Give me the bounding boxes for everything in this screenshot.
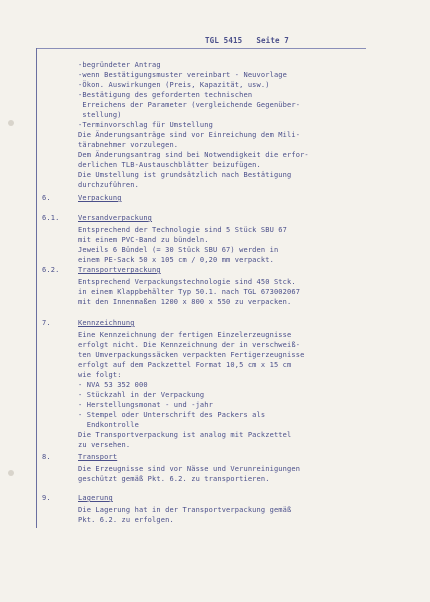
- section-number: 6.2.: [42, 266, 60, 274]
- section-line: in einem Klappbehälter Typ 50.1. nach TGL 673002067: [78, 288, 301, 296]
- section-title: Versandverpackung: [78, 214, 153, 222]
- section-number: 7.: [42, 319, 51, 327]
- intro-line: Dem Änderungsantrag sind bei Notwendigkeit die erfor-: [78, 151, 309, 159]
- punch-hole-icon: [8, 470, 14, 476]
- section-line: erfolgt auf dem Packzettel Format 10,5 cm x 15 cm: [78, 361, 292, 369]
- intro-line: stellung): [78, 111, 122, 119]
- section-line: Entsprechend der Technologie sind 5 Stück SBU 67: [78, 226, 288, 234]
- section-line: ten Umverpackungssäcken verpackten Fertigerzeugnisse: [78, 351, 305, 359]
- section-line: Endkontrolle: [78, 421, 139, 429]
- section-line: mit einem PVC-Band zu bündeln.: [78, 236, 209, 244]
- section-title: Transportverpackung: [78, 266, 161, 274]
- section-line: erfolgt nicht. Die Kennzeichnung der in verschweiß-: [78, 341, 301, 349]
- section-line: - Stempel oder Unterschrift des Packers als: [78, 411, 266, 419]
- section-line: Die Erzeugnisse sind vor Nässe und Verunreinigungen: [78, 465, 301, 473]
- section-line: - Stückzahl in der Verpackung: [78, 391, 205, 399]
- intro-line: Erreichens der Parameter (vergleichende Gegenüber-: [78, 101, 301, 109]
- section-number: 6.: [42, 194, 51, 202]
- section-line: Eine Kennzeichnung der fertigen Einzelerzeugnisse: [78, 331, 292, 339]
- page-header: TGL 5415 Seite 7: [205, 36, 289, 45]
- section-line: Die Transportverpackung ist analog mit Packzettel: [78, 431, 292, 439]
- header-rule: [36, 48, 366, 49]
- section-line: mit den Innenmaßen 1200 x 800 x 550 zu verpacken.: [78, 298, 292, 306]
- section-line: - NVA 53 352 000: [78, 381, 148, 389]
- intro-line: -wenn Bestätigungsmuster vereinbart - Neuvorlage: [78, 71, 288, 79]
- section-number: 8.: [42, 453, 51, 461]
- section-line: zu versehen.: [78, 441, 131, 449]
- section-line: einem PE-Sack 50 x 105 cm / 0,20 mm verpackt.: [78, 256, 274, 264]
- section-line: geschützt gemäß Pkt. 6.2. zu transportieren.: [78, 475, 270, 483]
- intro-line: durchzuführen.: [78, 181, 139, 189]
- section-title: Transport: [78, 453, 118, 461]
- section-line: wie folgt:: [78, 371, 122, 379]
- intro-line: -Terminvorschlag für Umstellung: [78, 121, 213, 129]
- section-title: Verpackung: [78, 194, 122, 202]
- section-line: - Herstellungsmonat - und -jahr: [78, 401, 213, 409]
- section-title: Kennzeichnung: [78, 319, 135, 327]
- intro-line: derlichen TLB-Austauschblätter beizufügen.: [78, 161, 261, 169]
- punch-hole-icon: [8, 120, 14, 126]
- intro-line: Die Änderungsanträge sind vor Einreichung dem Mili-: [78, 131, 301, 139]
- intro-line: Die Umstellung ist grundsätzlich nach Bestätigung: [78, 171, 292, 179]
- section-line: Pkt. 6.2. zu erfolgen.: [78, 516, 174, 524]
- intro-line: tärabnehmer vorzulegen.: [78, 141, 179, 149]
- margin-rule: [36, 48, 37, 528]
- section-line: Jeweils 6 Bündel (= 30 Stück SBU 67) werden in: [78, 246, 279, 254]
- section-line: Die Lagerung hat in der Transportverpackung gemäß: [78, 506, 292, 514]
- section-number: 9.: [42, 494, 51, 502]
- intro-line: -Ökon. Auswirkungen (Preis, Kapazität, usw.): [78, 81, 270, 89]
- intro-line: -Bestätigung des geforderten technischen: [78, 91, 253, 99]
- section-line: Entsprechend Verpackungstechnologie sind 450 Stck.: [78, 278, 296, 286]
- section-number: 6.1.: [42, 214, 60, 222]
- section-title: Lagerung: [78, 494, 113, 502]
- intro-line: -begründeter Antrag: [78, 61, 161, 69]
